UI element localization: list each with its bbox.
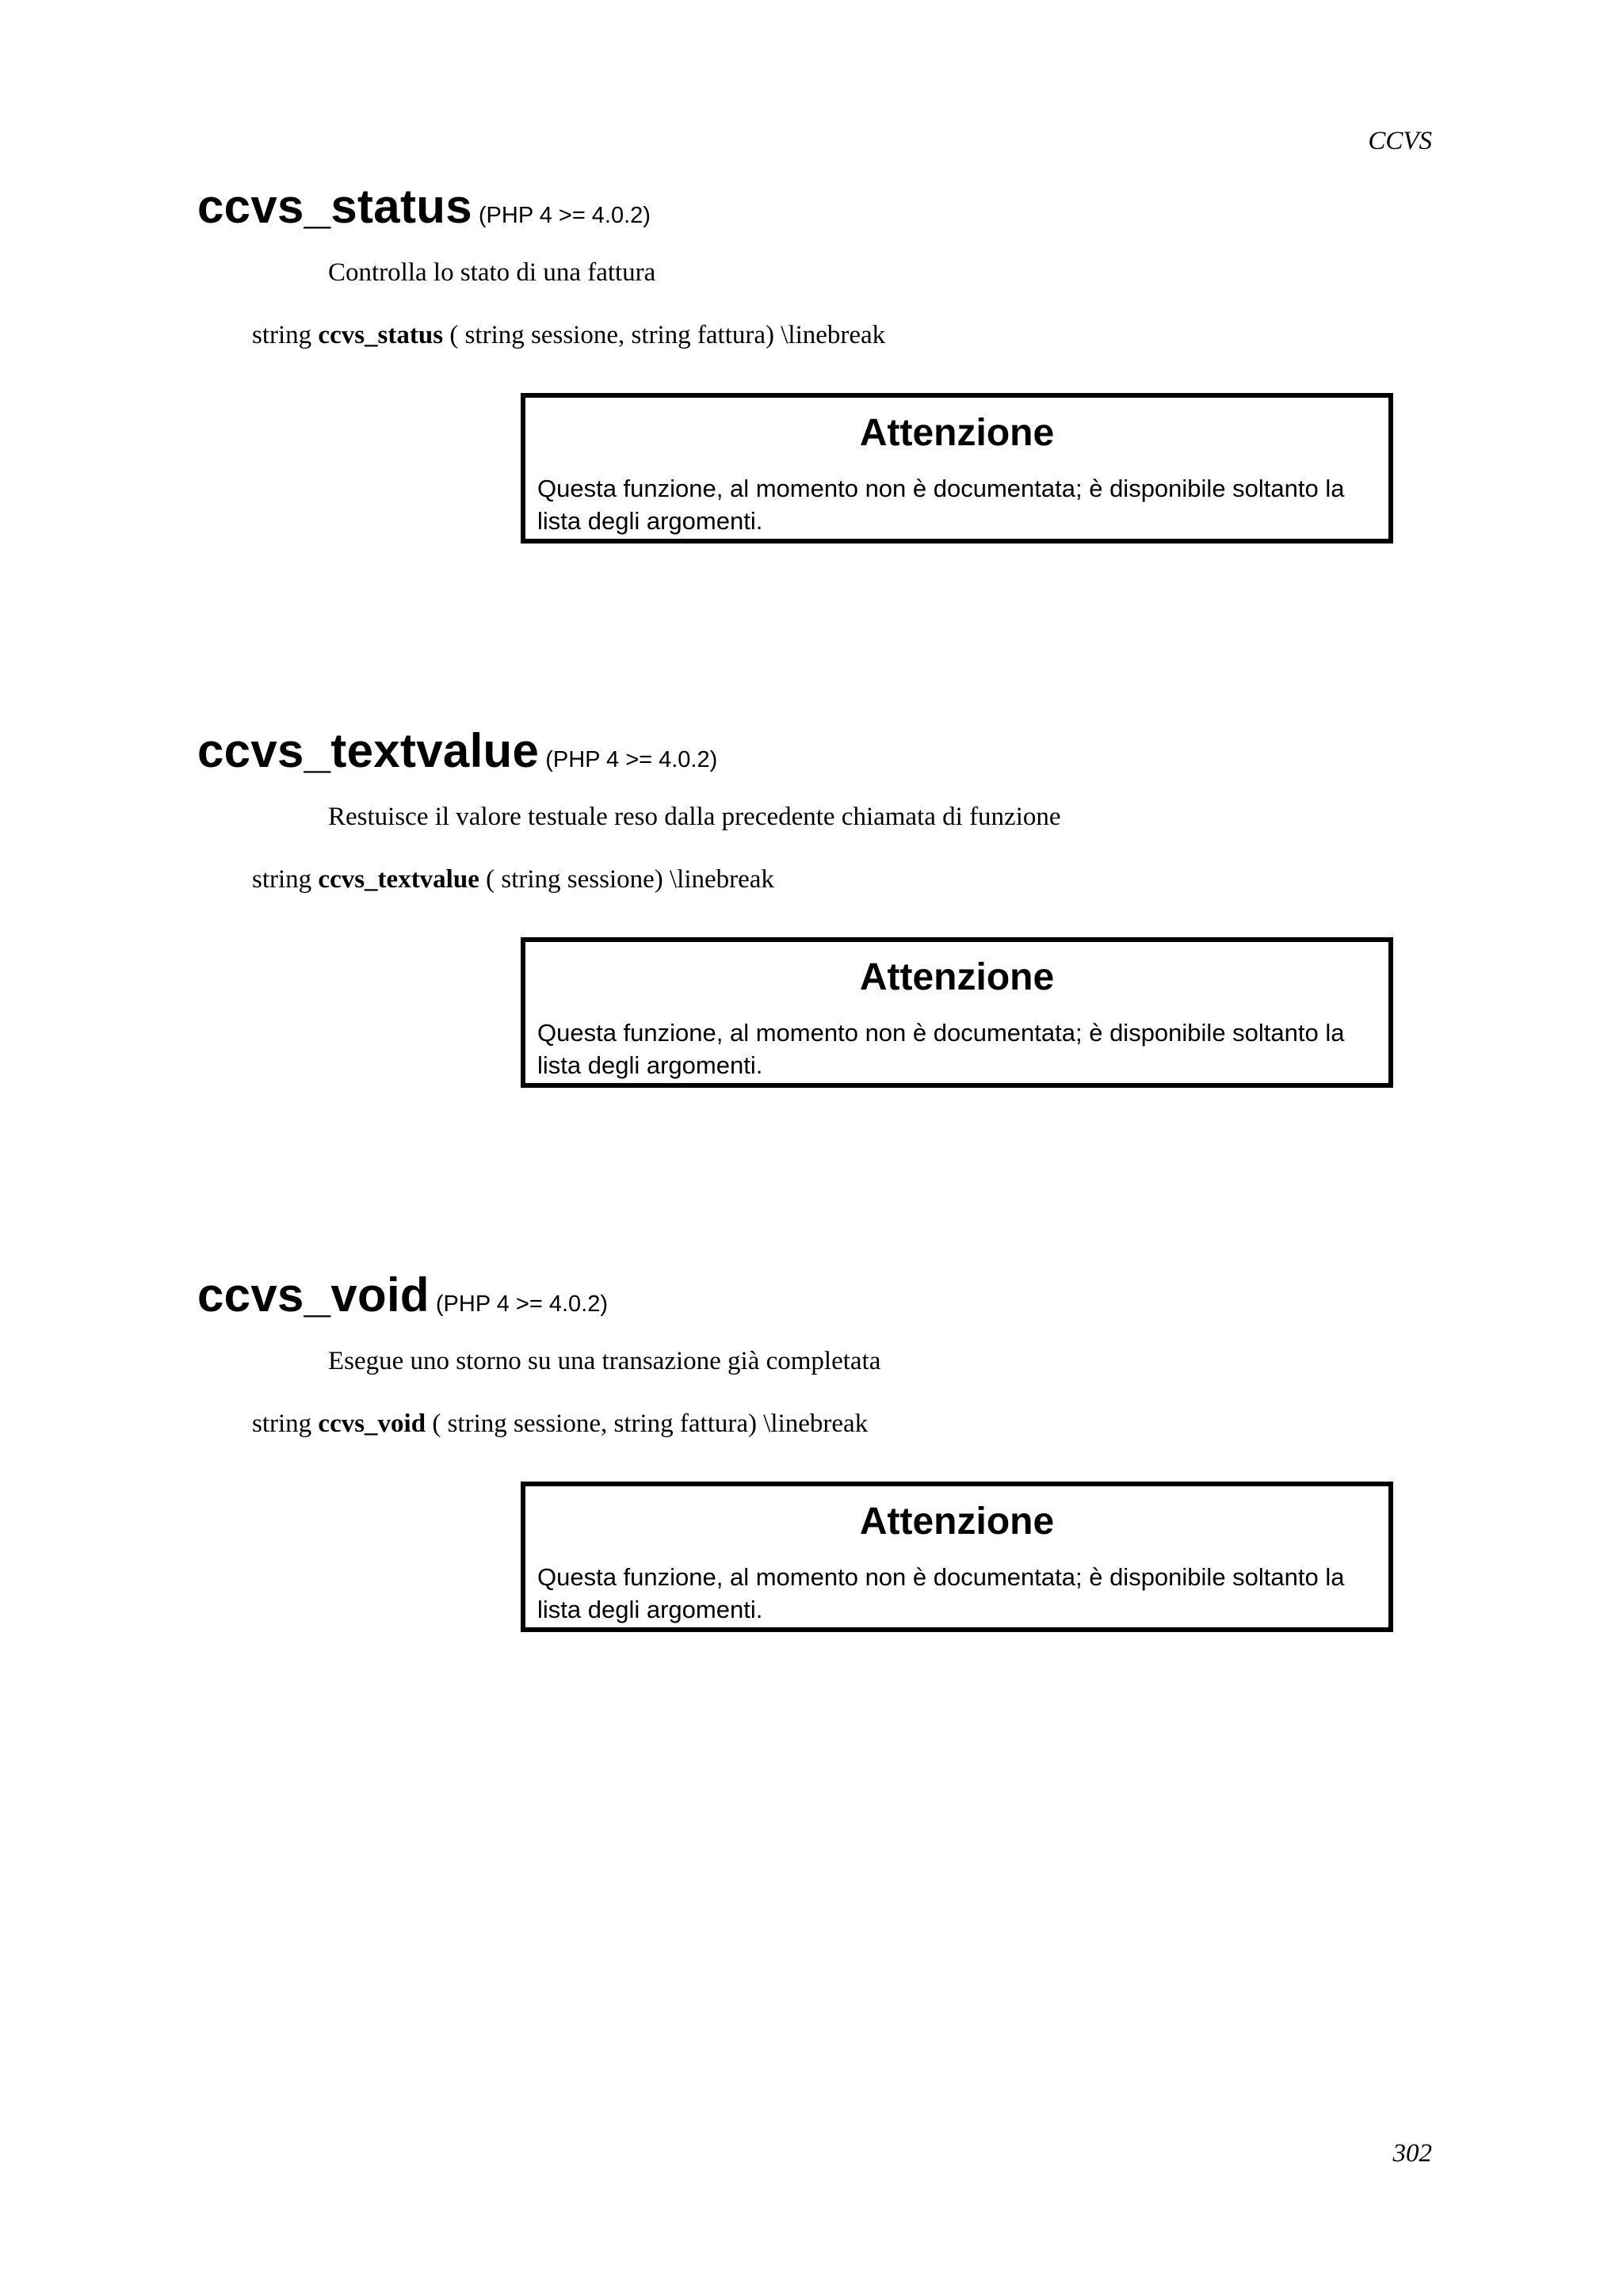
function-synopsis <box>252 1409 868 1439</box>
running-header: CCVS <box>1368 127 1432 155</box>
warning-text: Questa funzione, al momento non è documentata; è disponibile soltanto la lista degli argomenti. <box>537 1019 1345 1079</box>
entry-title <box>197 723 717 778</box>
warning-title: Attenzione <box>859 1501 1055 1543</box>
php-version: (PHP 4 >= 4.0.2) <box>478 203 651 228</box>
synopsis-args: ( string sessione, string fattura) \linebreak <box>449 321 886 349</box>
function-synopsis <box>252 865 774 894</box>
warning-text: Questa funzione, al momento non è documentata; è disponibile soltanto la lista degli argomenti. <box>537 1563 1345 1623</box>
synopsis-function-name: ccvs_status <box>318 321 444 349</box>
entry-title <box>197 179 651 234</box>
warning-box <box>521 1482 1393 1632</box>
return-type: string <box>252 321 312 349</box>
warning-box <box>521 937 1393 1088</box>
function-synopsis <box>252 321 885 350</box>
function-name: ccvs_textvalue <box>197 724 540 777</box>
synopsis-args: ( string sessione) \linebreak <box>486 865 774 894</box>
warning-text: Questa funzione, al momento non è documentata; è disponibile soltanto la lista degli argomenti. <box>537 475 1345 535</box>
php-version: (PHP 4 >= 4.0.2) <box>545 747 718 772</box>
function-purpose: Restuisce il valore testuale reso dalla precedente chiamata di funzione <box>328 803 1061 831</box>
php-version: (PHP 4 >= 4.0.2) <box>435 1291 608 1317</box>
warning-box <box>521 393 1393 543</box>
return-type: string <box>252 865 312 894</box>
function-purpose: Esegue uno storno su una transazione già completata <box>328 1347 881 1375</box>
entry-title <box>197 1268 608 1322</box>
function-purpose: Controlla lo stato di una fattura <box>328 258 656 287</box>
page-number: 302 <box>1392 2139 1432 2168</box>
synopsis-function-name: ccvs_void <box>318 1409 426 1438</box>
warning-title: Attenzione <box>859 412 1055 454</box>
synopsis-args: ( string sessione, string fattura) \linebreak <box>432 1409 869 1438</box>
function-name: ccvs_void <box>197 1268 430 1322</box>
function-name: ccvs_status <box>197 180 472 233</box>
warning-title: Attenzione <box>859 956 1055 998</box>
return-type: string <box>252 1409 312 1438</box>
synopsis-function-name: ccvs_textvalue <box>318 865 479 894</box>
